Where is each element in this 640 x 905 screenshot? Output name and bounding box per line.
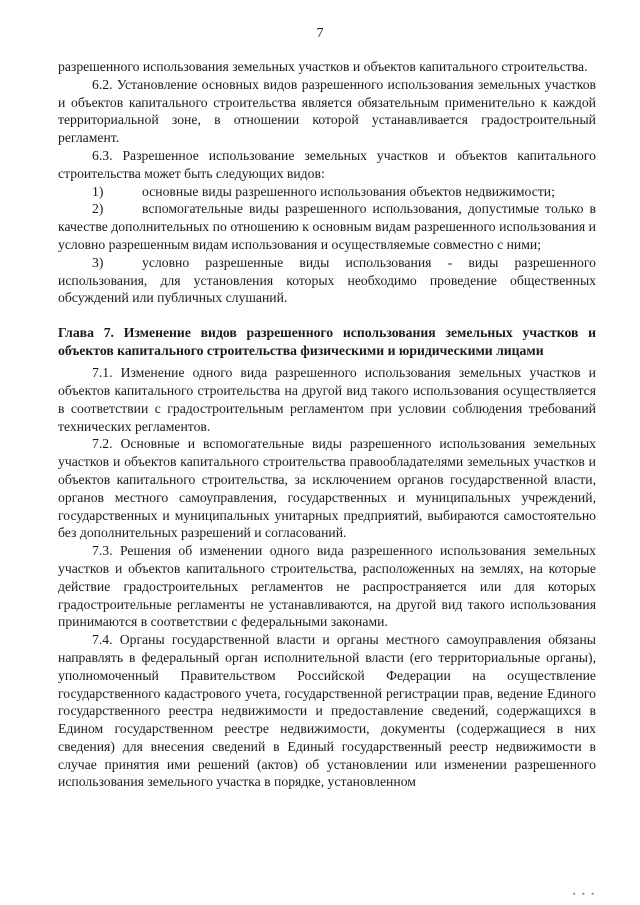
paragraph-7-1: 7.1. Изменение одного вида разрешенного использования земельных участков и объектов капитального строительства на другой вид такого использования осуществляется в соответствии с градостроительным регламентом при условии соблюдения требований технических регламентов. [58, 365, 596, 434]
list-item-2-text: вспомогательные виды разрешенного использования, допустимые только в качестве дополнительных по отношению к основным видам разрешенного использования и условно разрешенным видам использования и осуществляемые совместно с ними; [58, 201, 596, 252]
list-item-2-number: 2) [92, 201, 104, 217]
list-item-2 [58, 200, 596, 253]
document-body [58, 58, 596, 791]
paragraph-intro-continuation: разрешенного использования земельных участков и объектов капитального строительства. [58, 59, 588, 74]
page-number: 7 [316, 26, 324, 41]
scan-artifact-mark: • • • [571, 890, 596, 899]
list-item-1-number: 1) [92, 183, 104, 199]
list-item-3-text: условно разрешенные виды использования - виды разрешенного использования, для установления которых необходимо проведение общественных обсуждений или публичных слушаний. [58, 254, 596, 306]
paragraph-7-2: 7.2. Основные и вспомогательные виды разрешенного использования земельных участков и объектов капитального строительства правообладателями земельных участков и объектов капитального строительства, за исключением органов государственной власти, органов местного самоуправления, государственных и муниципальных учреждений, государственных и муниципальных унитарных предприятий, выбираются самостоятельно без дополнительных разрешений и согласований. [58, 436, 596, 541]
list-item-3-number: 3) [92, 254, 104, 270]
paragraph-7-4: 7.4. Органы государственной власти и органы местного самоуправления обязаны направлять в федеральный орган исполнительной власти (его территориальные органы), уполномоченный Правительством Российской Федерации на осуществление государственного кадастрового учета, государственной регистрации прав, ведение Единого государственного реестра недвижимости и предоставление сведений, содержащихся в Едином государственном реестре недвижимости, документы (содержащиеся в них сведения) для внесения сведений в Единый государственный реестр недвижимости в случае принятия ими решений (актов) об установлении или изменении разрешенного использования земельного участка в порядке, установленном [58, 632, 596, 790]
list-item-3 [58, 254, 596, 307]
paragraph-7-3: 7.3. Решения об изменении одного вида разрешенного использования земельных участков и объектов капитального строительства, расположенных на землях, на которые действие градостроительных регламентов не распространяется или для которых градостроительные регламенты не устанавливаются, на другой вид такого использования принимаются в соответствии с федеральными законами. [58, 543, 596, 630]
paragraph-6-3: 6.3. Разрешенное использование земельных участков и объектов капитального строительства может быть следующих видов: [58, 147, 596, 181]
list-item-1 [58, 183, 596, 201]
paragraph-6-2: 6.2. Установление основных видов разрешенного использования земельных участков и объектов капитального строительства является обязательным применительно к каждой территориальной зоне, в отношении которой устанавливается градостроительный регламент. [58, 76, 596, 146]
list-item-1-text: основные виды разрешенного использования объектов недвижимости; [142, 183, 555, 199]
chapter-7-heading: Глава 7. Изменение видов разрешенного использования земельных участков и объектов капитального строительства физическими и юридическими лицами [58, 325, 596, 359]
